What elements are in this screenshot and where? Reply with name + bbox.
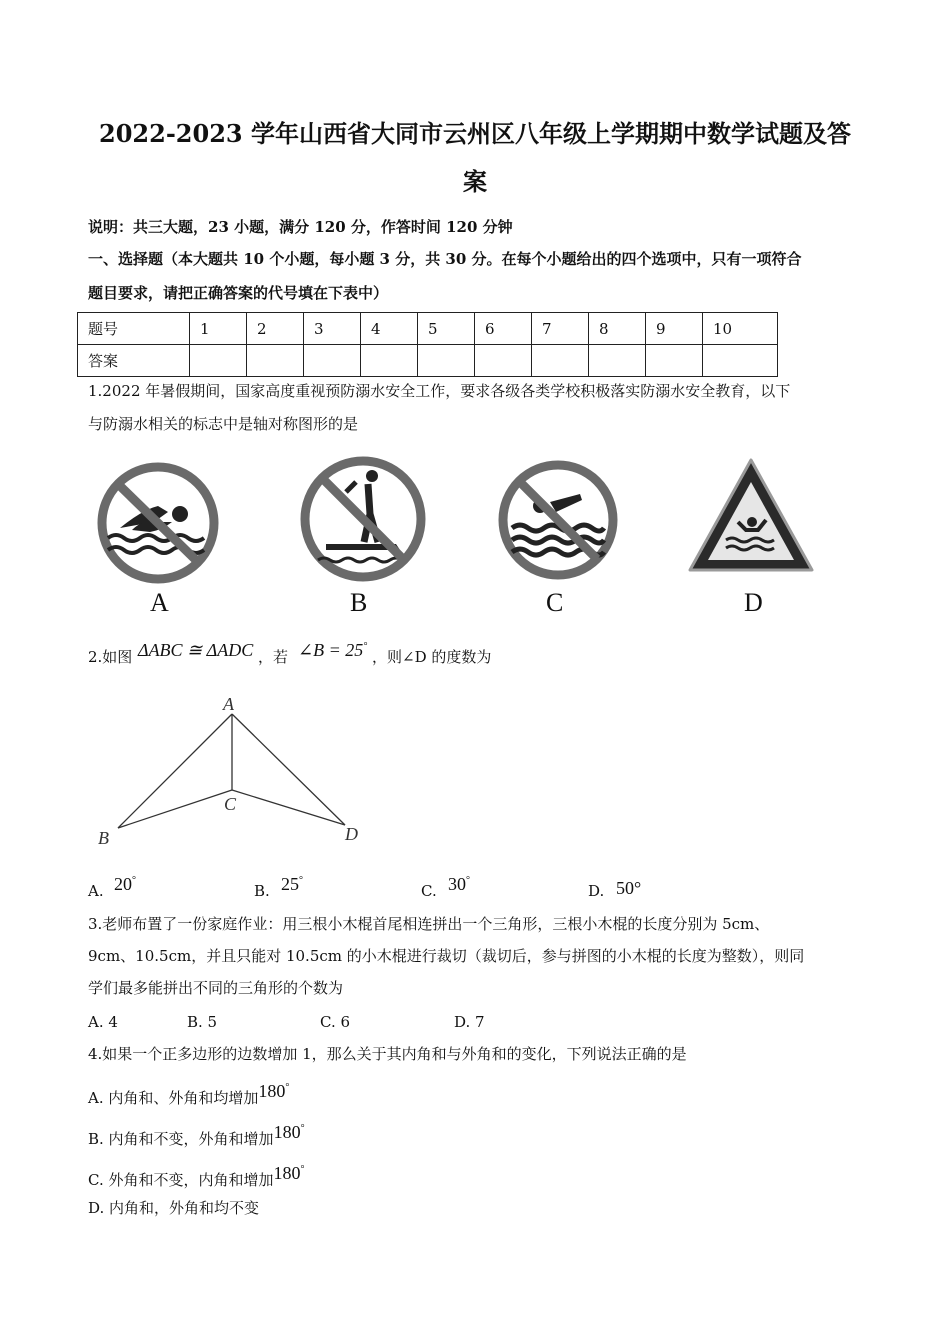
- point-label-d: D: [345, 824, 358, 844]
- q4-option-c: C. 外角和不变，内角和增加180°: [88, 1163, 305, 1189]
- q2-suffix: ，则∠D 的度数为: [372, 648, 492, 666]
- q4-option-d: D. 内角和，外角和均不变: [88, 1199, 260, 1217]
- answer-cell[interactable]: [247, 345, 304, 377]
- q4-option-a: A. 内角和、外角和均增加180°: [88, 1081, 290, 1107]
- table-number-cell: 7: [532, 313, 589, 345]
- answer-cell[interactable]: [190, 345, 247, 377]
- answer-cell[interactable]: [532, 345, 589, 377]
- q3-option-b: B. 5: [187, 1013, 218, 1031]
- sign-label-b: B: [350, 588, 368, 617]
- sign-label-c: C: [546, 588, 564, 617]
- q2-option-c-value: 30°: [448, 874, 470, 894]
- page-title-line2: 案: [463, 167, 487, 196]
- drowning-warning-sign-d: [686, 456, 816, 574]
- q1-stem-line1: 1.2022 年暑假期间，国家高度重视预防溺水安全工作，要求各级各类学校积极落实防溺水安全教育，以下: [88, 382, 791, 400]
- answer-cell[interactable]: [703, 345, 778, 377]
- q2-option-c-letter: C.: [421, 882, 437, 900]
- exam-note: 说明：共三大题，23 小题，满分 120 分，作答时间 120 分钟: [88, 218, 513, 236]
- table-row-answers: [78, 345, 778, 377]
- no-diving-sign-b: [296, 452, 430, 586]
- section-heading-line2: 题目要求，请把正确答案的代号填在下表中）: [88, 284, 389, 302]
- q2-option-d-value: 50°: [616, 878, 642, 898]
- no-swimming-sign-c: [494, 456, 622, 584]
- table-number-cell: 9: [646, 313, 703, 345]
- sign-label-a: A: [150, 588, 169, 617]
- table-number-cell: 3: [304, 313, 361, 345]
- section-heading-line1: 一、选择题（本大题共 10 个小题，每小题 3 分，共 30 分。在每个小题给出的四个选项中，只有一项符合: [88, 250, 802, 268]
- q3-option-d: D. 7: [454, 1013, 485, 1031]
- table-number-cell: 6: [475, 313, 532, 345]
- table-number-cell: 1: [190, 313, 247, 345]
- q4-stem: 4.如果一个正多边形的边数增加 1，那么关于其内角和与外角和的变化，下列说法正确的是: [88, 1045, 687, 1063]
- table-number-cell: 4: [361, 313, 418, 345]
- point-label-a: A: [223, 694, 234, 714]
- q3-stem-line1: 3.老师布置了一份家庭作业：用三根小木棍首尾相连拼出一个三角形，三根小木棍的长度分别为 5cm、: [88, 915, 770, 933]
- point-label-c: C: [224, 794, 237, 814]
- answer-cell[interactable]: [304, 345, 361, 377]
- q2-prefix: 2.如图: [88, 648, 133, 666]
- sign-label-d: D: [744, 588, 763, 617]
- point-label-b: B: [98, 828, 109, 848]
- q2-option-a-value: 20°: [114, 874, 136, 894]
- q2-congruence: ΔABC ≅ ΔADC: [138, 640, 254, 660]
- answer-cell[interactable]: [646, 345, 703, 377]
- table-header-cell: 题号: [78, 313, 190, 345]
- table-row-numbers: [78, 313, 778, 345]
- answer-cell[interactable]: [475, 345, 532, 377]
- answer-cell[interactable]: [418, 345, 475, 377]
- answer-table: [77, 312, 778, 377]
- no-swimming-sign-a: [92, 460, 224, 586]
- table-number-cell: 5: [418, 313, 475, 345]
- q3-option-a: A. 4: [88, 1013, 118, 1031]
- triangle-diagram: [90, 690, 380, 850]
- q2-option-d-letter: D.: [588, 882, 605, 900]
- table-number-cell: 10: [703, 313, 778, 345]
- answer-cell[interactable]: [361, 345, 418, 377]
- table-header-cell: 答案: [78, 345, 190, 377]
- page-title-line1: 2022-2023 学年山西省大同市云州区八年级上学期期中数学试题及答: [99, 119, 851, 148]
- q2-option-a-letter: A.: [88, 882, 104, 900]
- q3-stem-line3: 学们最多能拼出不同的三角形的个数为: [88, 979, 344, 997]
- q2-middle: ，若: [258, 648, 289, 666]
- q3-option-c: C. 6: [320, 1013, 351, 1031]
- q3-stem-line2: 9cm、10.5cm，并且只能对 10.5cm 的小木棍进行裁切（裁切后，参与拼图的小木棍的长度为整数），则同: [88, 947, 805, 965]
- q4-option-b: B. 内角和不变，外角和增加180°: [88, 1122, 305, 1148]
- q2-option-b-value: 25°: [281, 874, 303, 894]
- q2-angle-b: ∠B = 25°: [298, 640, 368, 660]
- table-number-cell: 2: [247, 313, 304, 345]
- q1-stem-line2: 与防溺水相关的标志中是轴对称图形的是: [88, 415, 359, 433]
- answer-cell[interactable]: [589, 345, 646, 377]
- q2-option-b-letter: B.: [254, 882, 270, 900]
- table-number-cell: 8: [589, 313, 646, 345]
